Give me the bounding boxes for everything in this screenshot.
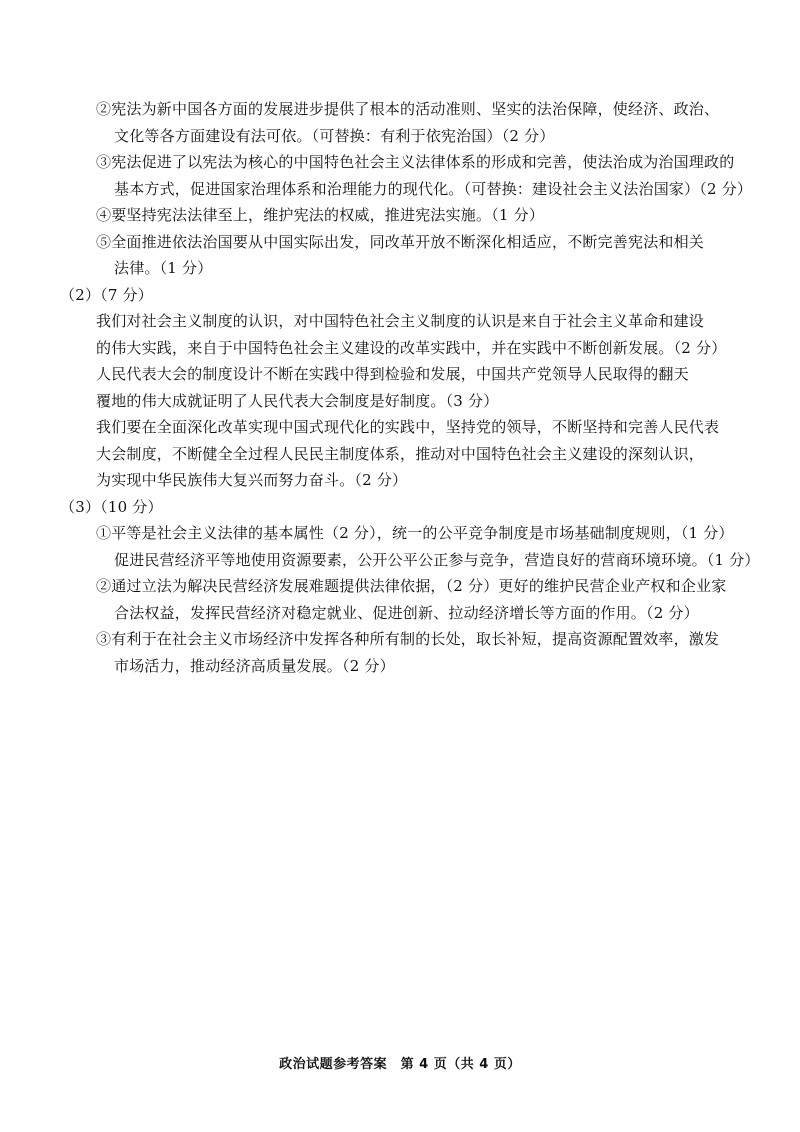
section-heading: （3）（10 分）	[60, 497, 163, 516]
page-footer: 政治试题参考答案 第 4 页（共 4 页）	[279, 1057, 521, 1072]
section-heading: （2）（7 分）	[60, 285, 153, 304]
answer-line: 市场活力，推动经济高质量发展。（2 分）	[114, 656, 395, 675]
answer-line: 促进民营经济平等地使用资源要素，公开公平公正参与竞争，营造良好的营商环境环境。（1 分）	[114, 550, 760, 569]
answer-line: 法律。（1 分）	[114, 259, 213, 277]
answer-line: 基本方式，促进国家治理体系和治理能力的现代化。（可替换：建设社会主义法治国家）（2 分）	[114, 179, 753, 198]
answer-line: 为实现中华民族伟大复兴而努力奋斗。（2 分）	[96, 471, 408, 489]
answer-line: ①平等是社会主义法律的基本属性（2 分），统一的公平竞争制度是市场基础制度规则，（1 分）	[96, 524, 734, 542]
answer-line: 人民代表大会的制度设计不断在实践中得到检验和发展，中国共产党领导人民取得的翻天	[96, 365, 689, 383]
answer-line: 合法权益，发挥民营经济对稳定就业、促进创新、拉动经济增长等方面的作用。（2 分）	[114, 603, 699, 622]
answer-line: 大会制度，不断健全全过程人民民主制度体系，推动对中国特色社会主义建设的深刻认识，	[96, 444, 705, 463]
answer-content	[60, 96, 760, 679]
answer-line: 覆地的伟大成就证明了人民代表大会制度是好制度。（3 分）	[96, 391, 499, 410]
answer-line: 我们要在全面深化改革实现中国式现代化的实践中，坚持党的领导，不断坚持和完善人民代表	[96, 418, 720, 436]
answer-line: ③有利于在社会主义市场经济中发挥各种所有制的长处，取长补短，提高资源配置效率，激发	[96, 630, 720, 648]
answer-line: 文化等各方面建设有法可依。（可替换：有利于依宪治国）（2 分）	[114, 126, 555, 145]
answer-line: ③宪法促进了以宪法为核心的中国特色社会主义法律体系的形成和完善，使法治成为治国理政的	[96, 153, 735, 171]
answer-line: ④要坚持宪法法律至上，维护宪法的权威，推进宪法实施。（1 分）	[96, 206, 545, 224]
answer-line: ⑤全面推进依法治国要从中国实际出发，同改革开放不断深化相适应，不断完善宪法和相关	[96, 232, 705, 251]
answer-line: ②通过立法为解决民营经济发展难题提供法律依据，（2 分）更好的维护民营企业产权和企业家	[96, 577, 727, 595]
answer-line: 的伟大实践，来自于中国特色社会主义建设的改革实践中，并在实践中不断创新发展。（2 分）	[96, 338, 727, 357]
answer-line: ②宪法为新中国各方面的发展进步提供了根本的活动准则、坚实的法治保障，使经济、政治、	[96, 100, 720, 118]
answer-line: 我们对社会主义制度的认识，对中国特色社会主义制度的认识是来自于社会主义革命和建设	[96, 312, 705, 330]
